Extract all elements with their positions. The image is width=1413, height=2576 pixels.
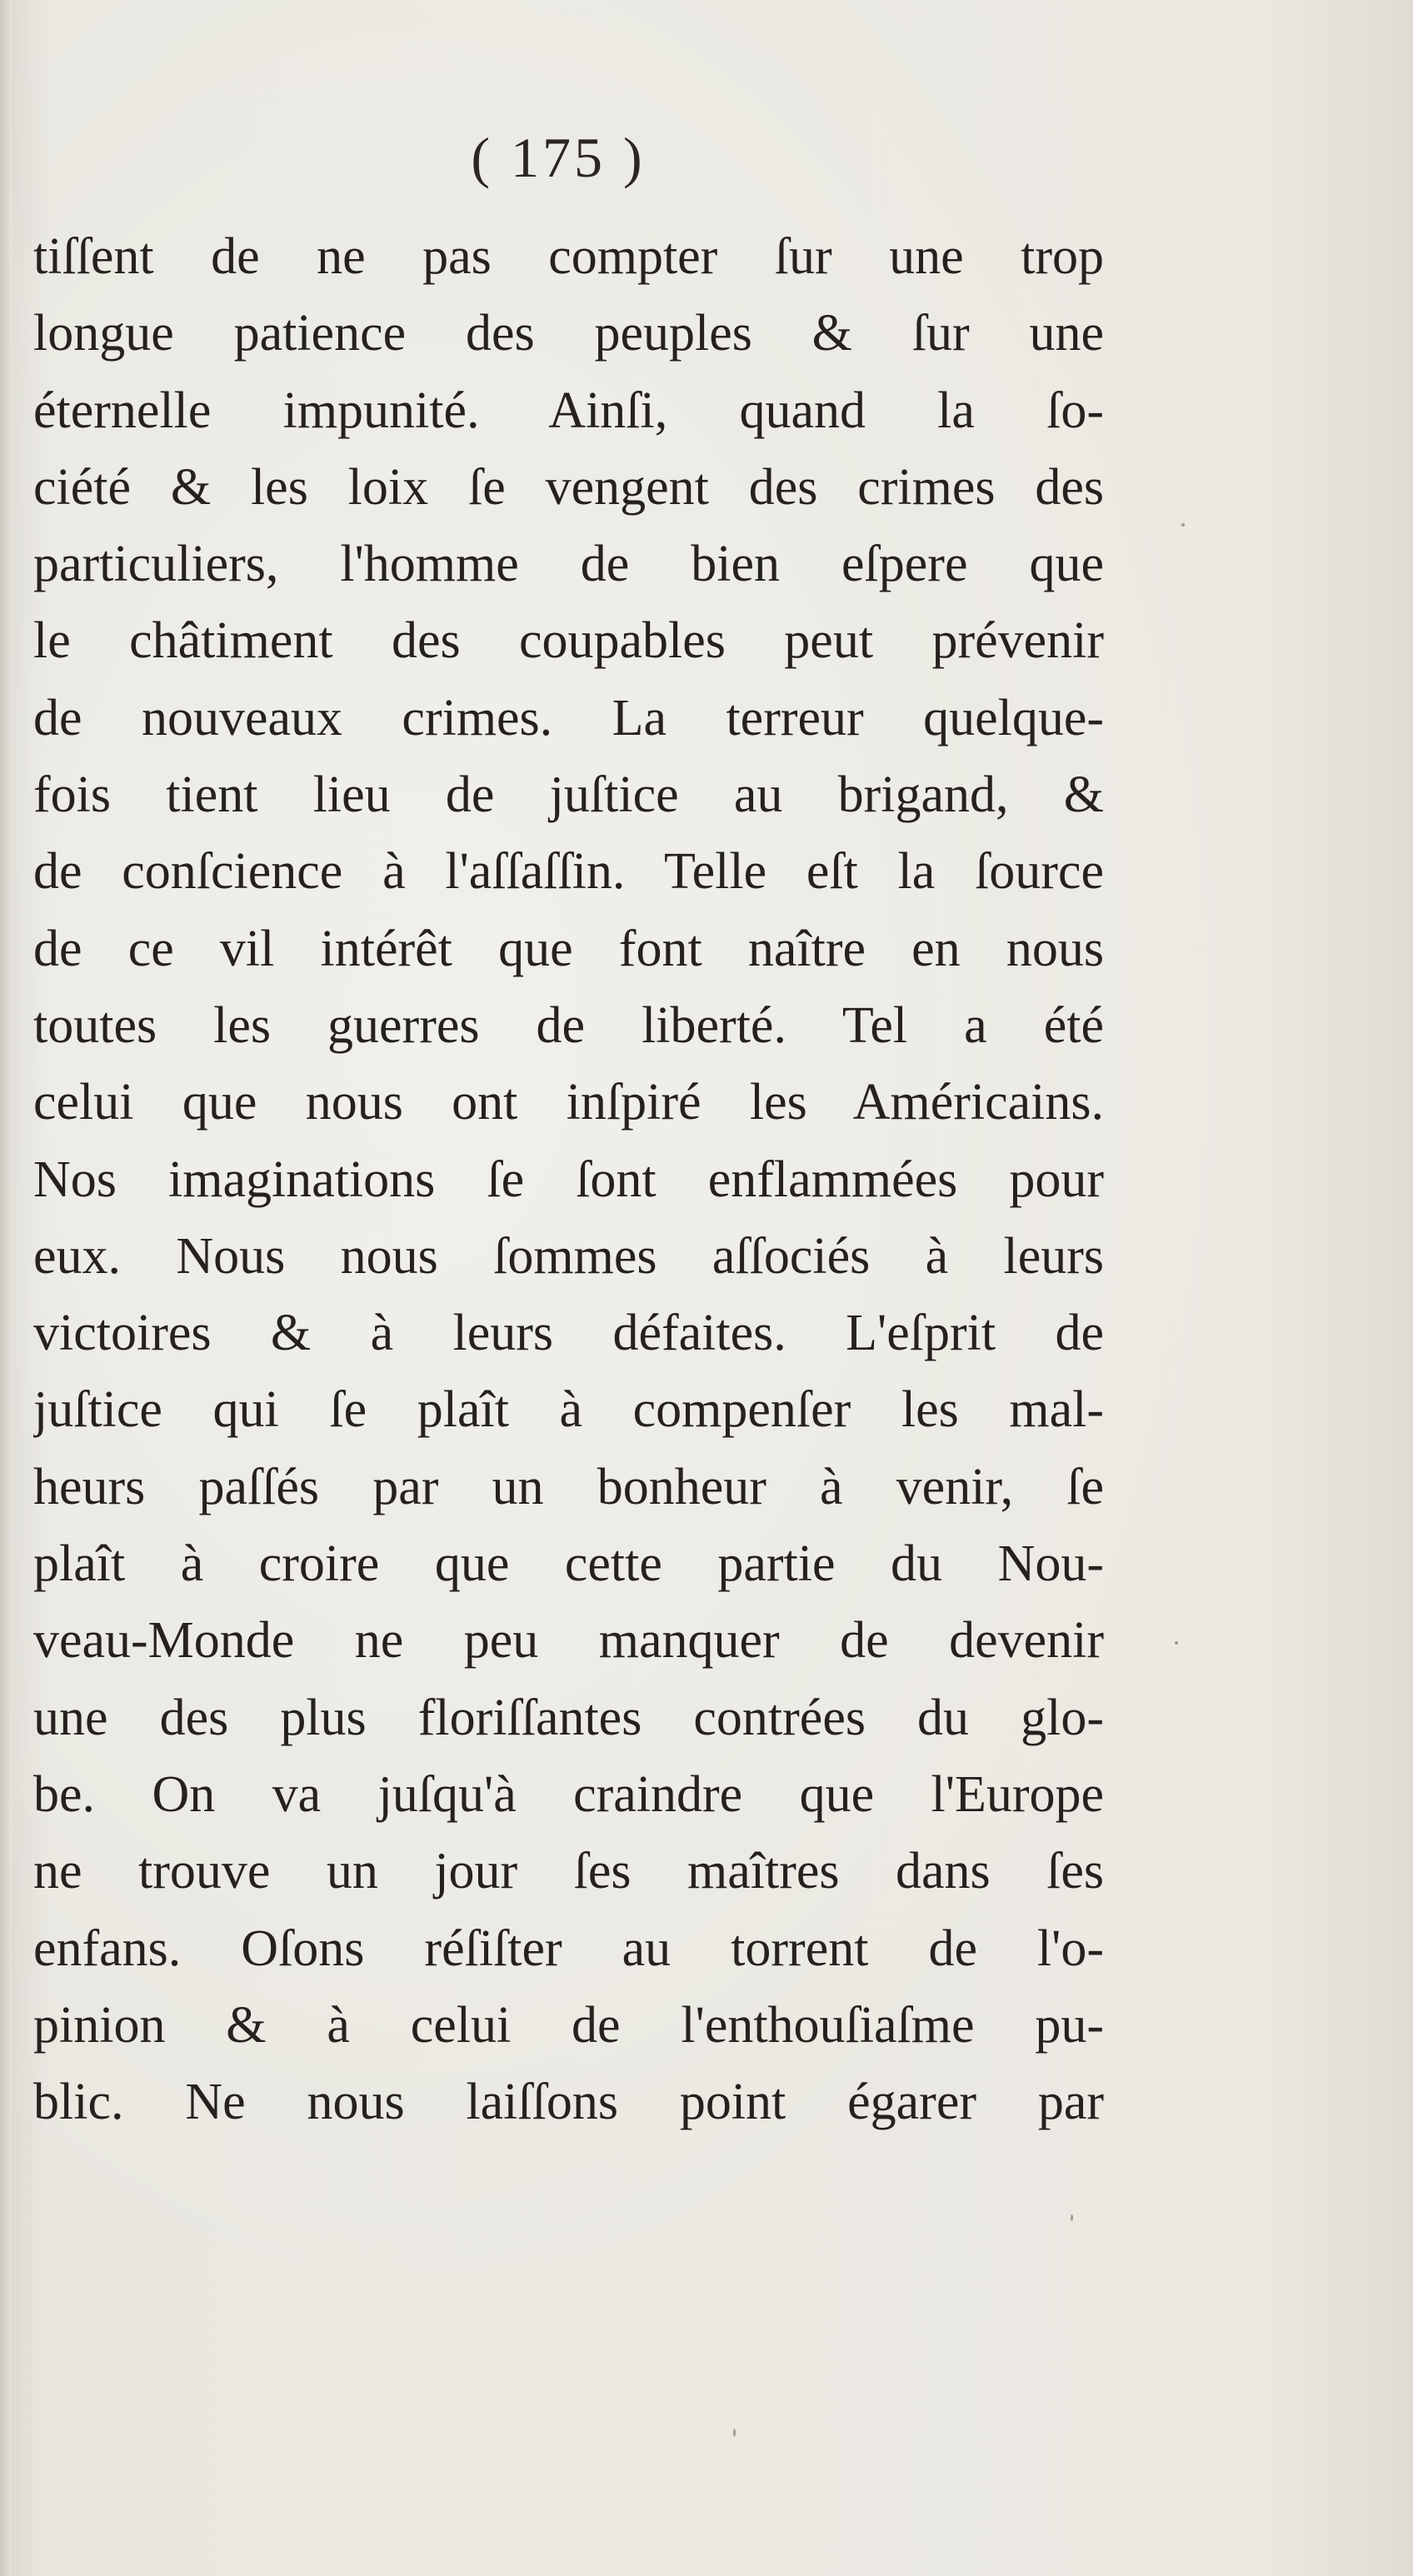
body-text (33, 218, 1104, 2140)
text-line: ciété & les loix ſe vengent des crimes des (33, 458, 1104, 516)
paper-speck (1071, 2214, 1073, 2221)
text-line: particuliers, l'homme de bien eſpere que (33, 536, 1104, 593)
text-line: heurs paſſés par un bonheur à venir, ſe (33, 1458, 1104, 1515)
text-line: de ce vil intérêt que font naître en nous (33, 920, 1104, 977)
text-line: éternelle impunité. Ainſi, quand la ſo- (33, 382, 1104, 439)
text-line: le châtiment des coupables peut prévenir (33, 612, 1104, 670)
page-number: ( 175 ) (471, 126, 646, 189)
text-line: ne trouve un jour ſes maîtres dans ſes (33, 1843, 1104, 1900)
text-line: juſtice qui ſe plaît à compenſer les mal- (33, 1381, 1104, 1439)
text-line: tiſſent de ne pas compter ſur une trop (33, 228, 1104, 285)
paper-speck (733, 2429, 736, 2437)
text-line: une des plus floriſſantes contrées du glo- (33, 1689, 1104, 1746)
text-line: eux. Nous nous ſommes aſſociés à leurs (33, 1227, 1104, 1285)
text-line: victoires & à leurs défaites. L'eſprit de (33, 1305, 1104, 1362)
paper-speck (1175, 1641, 1178, 1645)
page-gutter-edge (0, 0, 12, 2576)
text-line: pinion & à celui de l'enthouſiaſme pu- (33, 1996, 1104, 2054)
paper-speck (1181, 523, 1185, 527)
text-line: veau-Monde ne peu manquer de devenir (33, 1612, 1104, 1670)
text-line: de nouveaux crimes. La terreur quelque- (33, 689, 1104, 746)
text-line: de conſcience à l'aſſaſſin. Telle eſt la ſource (33, 843, 1104, 901)
text-line: Nos imaginations ſe ſont enflammées pour (33, 1151, 1104, 1208)
text-line: toutes les guerres de liberté. Tel a été (33, 996, 1104, 1054)
text-line: longue patience des peuples & ſur une (33, 305, 1104, 362)
text-line: fois tient lieu de juſtice au brigand, & (33, 766, 1104, 824)
text-line: celui que nous ont inſpiré les Américains. (33, 1074, 1104, 1131)
text-line: blic. Ne nous laiſſons point égarer par (33, 2074, 1104, 2131)
text-line: be. On va juſqu'à craindre que l'Europe (33, 1765, 1104, 1823)
text-line: enfans. Oſons réſiſter au torrent de l'o- (33, 1920, 1104, 1977)
text-line: plaît à croire que cette partie du Nou- (33, 1535, 1104, 1593)
